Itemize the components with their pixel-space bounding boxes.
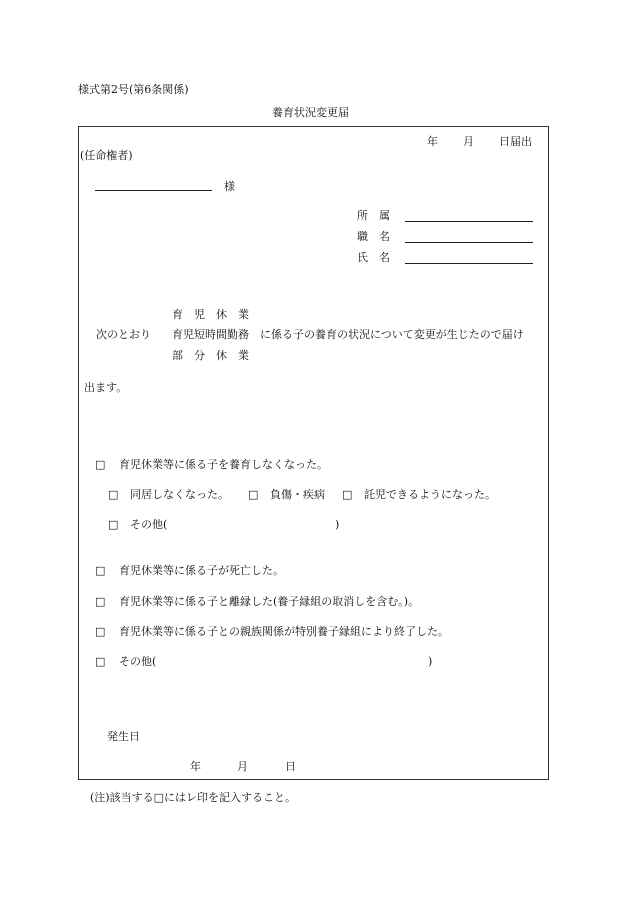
form-number: 様式第2号(第6条関係) — [78, 83, 189, 96]
intro-prefix: 次のとおり — [96, 328, 151, 341]
form-box — [78, 126, 549, 780]
leave-type-short-hours: 育児短時間勤務 — [172, 328, 249, 341]
checkbox-childcare[interactable]: □ — [342, 488, 353, 501]
checkbox-special-adoption[interactable]: □ — [95, 625, 106, 638]
position-field[interactable] — [405, 242, 533, 243]
checkbox-injury[interactable]: □ — [248, 488, 259, 501]
checkbox-sub-other[interactable]: □ — [108, 518, 119, 531]
affiliation-label: 所 属 — [357, 209, 390, 222]
option-died: 育児休業等に係る子が死亡した。 — [119, 564, 284, 577]
honorific: 様 — [224, 180, 235, 193]
sub-injury: 負傷・疾病 — [270, 488, 325, 501]
name-field[interactable] — [405, 263, 533, 264]
appointer-name-field[interactable] — [95, 190, 212, 191]
sub-other-close: ) — [335, 518, 340, 531]
option-divorce: 育児休業等に係る子と離縁した(養子縁組の取消しを含む。)。 — [119, 595, 420, 608]
name-label: 氏 名 — [357, 251, 390, 264]
submit-year: 年 — [427, 135, 438, 148]
checkbox-other[interactable]: □ — [95, 655, 106, 668]
option-special-adoption: 育児休業等に係る子との親族関係が特別養子縁組により終了した。 — [119, 625, 449, 638]
affiliation-field[interactable] — [405, 221, 533, 222]
leave-type-partial: 部 分 休 業 — [172, 349, 249, 362]
occurrence-date-label: 発生日 — [107, 730, 140, 743]
position-label: 職 名 — [357, 230, 390, 243]
checkbox-not-cohabiting[interactable]: □ — [108, 488, 119, 501]
submit-day: 日届出 — [499, 135, 532, 148]
occurrence-year: 年 — [190, 760, 201, 773]
occurrence-day: 日 — [285, 760, 296, 773]
leave-type-childcare: 育 児 休 業 — [172, 308, 249, 321]
submit-month: 月 — [463, 135, 474, 148]
checkbox-not-raising[interactable]: □ — [95, 458, 106, 471]
checkbox-divorce[interactable]: □ — [95, 595, 106, 608]
occurrence-month: 月 — [237, 760, 248, 773]
checkbox-died[interactable]: □ — [95, 564, 106, 577]
intro-suffix: に係る子の養育の状況について変更が生じたので届け — [260, 328, 524, 341]
option-other-close: ) — [428, 655, 433, 668]
form-title: 養育状況変更届 — [272, 106, 349, 119]
option-other: その他( — [119, 655, 157, 668]
intro-continuation: 出ます。 — [84, 381, 128, 394]
footnote: (注)該当する□にはレ印を記入すること。 — [90, 791, 296, 804]
option-not-raising: 育児休業等に係る子を養育しなくなった。 — [119, 458, 328, 471]
sub-other: その他( — [130, 518, 168, 531]
sub-childcare: 託児できるようになった。 — [364, 488, 496, 501]
sub-not-cohabiting: 同居しなくなった。 — [130, 488, 229, 501]
appointer-label: (任命権者) — [80, 149, 133, 162]
